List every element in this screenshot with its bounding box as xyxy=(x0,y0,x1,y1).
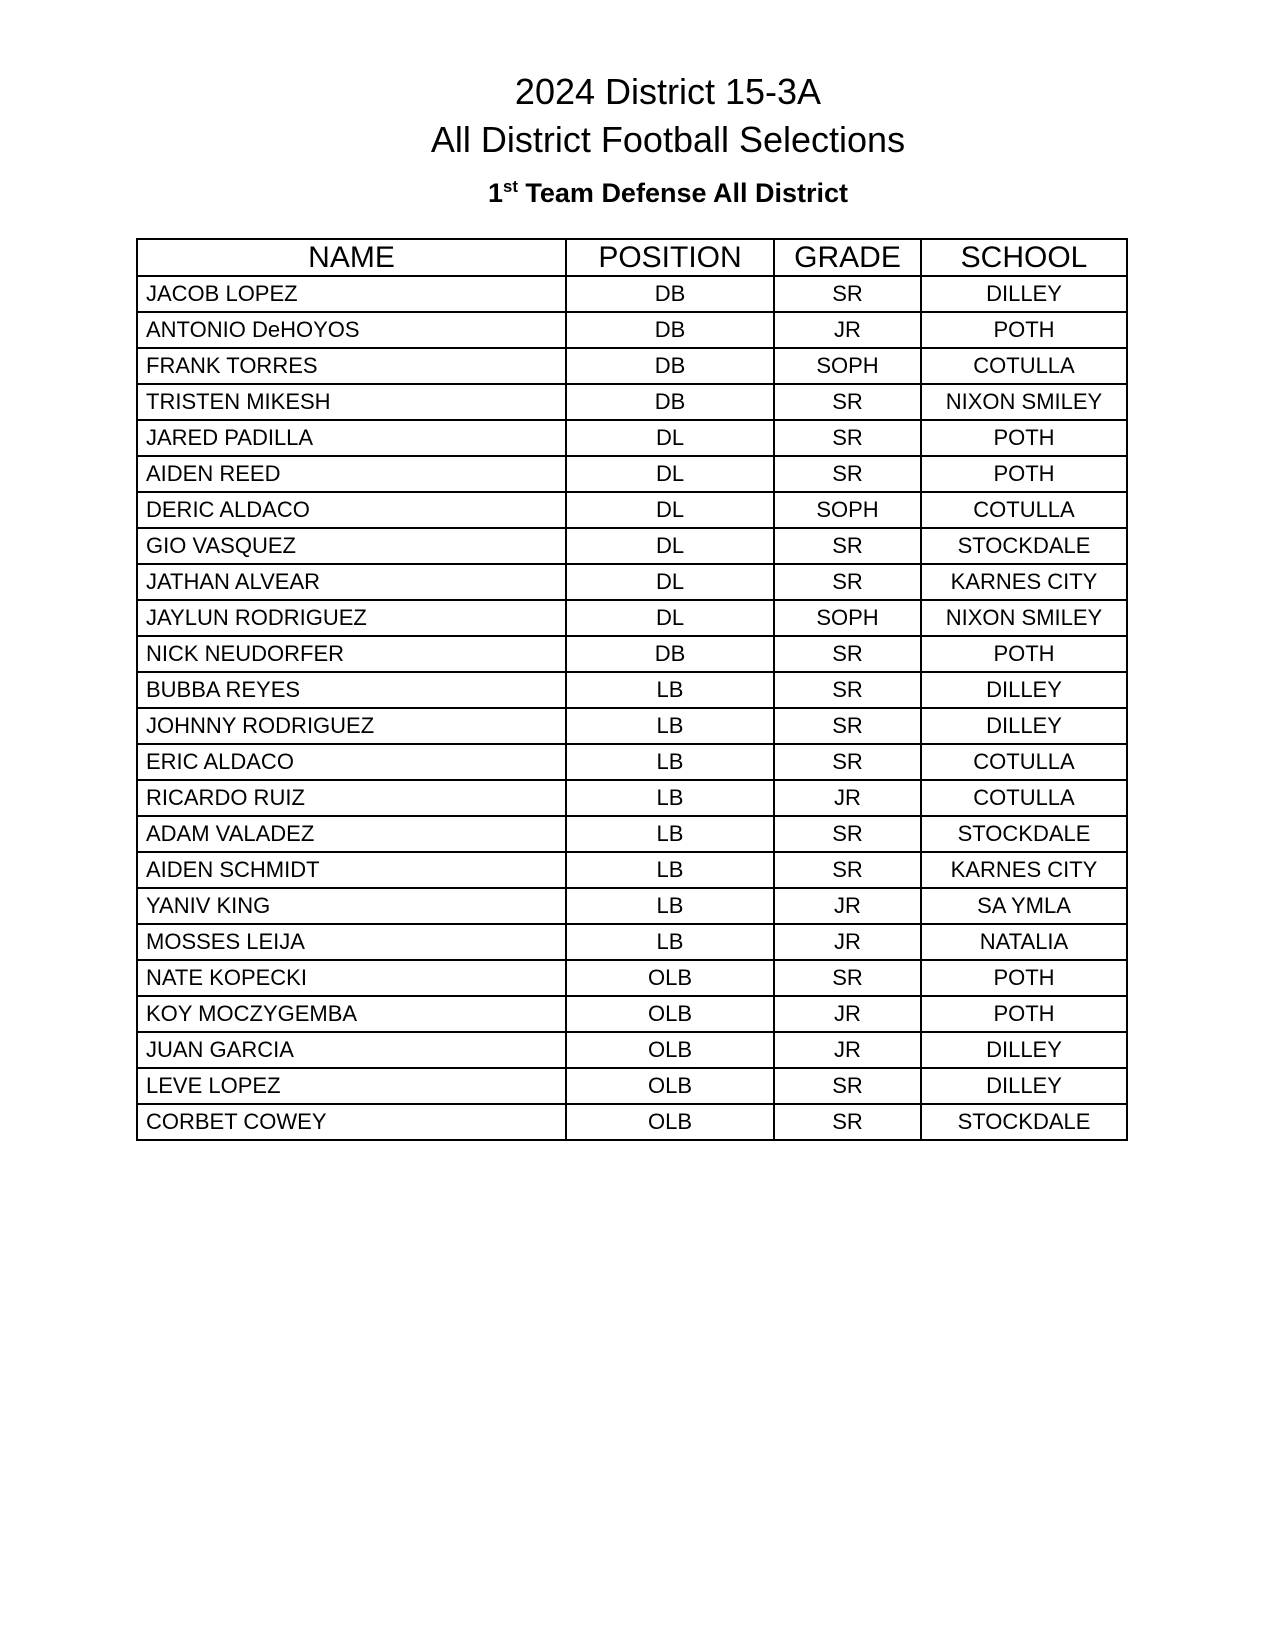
cell-school: DILLEY xyxy=(921,672,1127,708)
table-body xyxy=(137,276,1127,1140)
cell-name: JATHAN ALVEAR xyxy=(137,564,566,600)
cell-name: RICARDO RUIZ xyxy=(137,780,566,816)
cell-position: OLB xyxy=(566,1068,774,1104)
cell-name: JUAN GARCIA xyxy=(137,1032,566,1068)
table-row xyxy=(137,312,1127,348)
cell-position: DB xyxy=(566,384,774,420)
selections-table xyxy=(136,238,1128,1141)
doc-subtitle xyxy=(136,176,1200,210)
table-row xyxy=(137,636,1127,672)
cell-school: DILLEY xyxy=(921,1068,1127,1104)
cell-name: BUBBA REYES xyxy=(137,672,566,708)
cell-name: KOY MOCZYGEMBA xyxy=(137,996,566,1032)
table-row xyxy=(137,1104,1127,1140)
cell-school: POTH xyxy=(921,312,1127,348)
table-row xyxy=(137,816,1127,852)
cell-name: ADAM VALADEZ xyxy=(137,816,566,852)
doc-title-line1: 2024 District 15-3A xyxy=(514,71,822,112)
cell-school: COTULLA xyxy=(921,348,1127,384)
cell-grade: SR xyxy=(774,456,921,492)
column-header-school: SCHOOL xyxy=(921,239,1127,276)
cell-position: DL xyxy=(566,420,774,456)
cell-grade: SR xyxy=(774,816,921,852)
table-row xyxy=(137,528,1127,564)
table-row xyxy=(137,348,1127,384)
doc-subtitle-ordinal: st xyxy=(503,177,518,196)
table-row xyxy=(137,1068,1127,1104)
cell-position: OLB xyxy=(566,996,774,1032)
table-row xyxy=(137,600,1127,636)
cell-name: NICK NEUDORFER xyxy=(137,636,566,672)
cell-name: CORBET COWEY xyxy=(137,1104,566,1140)
cell-school: POTH xyxy=(921,456,1127,492)
table-row xyxy=(137,852,1127,888)
cell-position: LB xyxy=(566,924,774,960)
column-header-grade: GRADE xyxy=(774,239,921,276)
cell-grade: SOPH xyxy=(774,492,921,528)
cell-school: NATALIA xyxy=(921,924,1127,960)
cell-grade: SR xyxy=(774,636,921,672)
cell-name: AIDEN REED xyxy=(137,456,566,492)
cell-grade: SR xyxy=(774,564,921,600)
cell-position: LB xyxy=(566,672,774,708)
cell-name: FRANK TORRES xyxy=(137,348,566,384)
cell-position: LB xyxy=(566,816,774,852)
cell-school: NIXON SMILEY xyxy=(921,600,1127,636)
table-row xyxy=(137,672,1127,708)
doc-title-line2: All District Football Selections xyxy=(430,119,906,160)
cell-position: DL xyxy=(566,564,774,600)
cell-position: LB xyxy=(566,744,774,780)
cell-grade: SR xyxy=(774,528,921,564)
column-header-name: NAME xyxy=(137,239,566,276)
cell-grade: SR xyxy=(774,960,921,996)
cell-grade: JR xyxy=(774,996,921,1032)
cell-name: ANTONIO DeHOYOS xyxy=(137,312,566,348)
cell-name: YANIV KING xyxy=(137,888,566,924)
cell-school: KARNES CITY xyxy=(921,564,1127,600)
cell-school: STOCKDALE xyxy=(921,528,1127,564)
cell-name: LEVE LOPEZ xyxy=(137,1068,566,1104)
cell-school: COTULLA xyxy=(921,492,1127,528)
cell-position: OLB xyxy=(566,960,774,996)
cell-grade: SOPH xyxy=(774,348,921,384)
document-header xyxy=(136,68,1200,210)
table-row xyxy=(137,888,1127,924)
cell-grade: JR xyxy=(774,1032,921,1068)
cell-position: LB xyxy=(566,888,774,924)
table-row xyxy=(137,384,1127,420)
cell-grade: SOPH xyxy=(774,600,921,636)
cell-position: OLB xyxy=(566,1104,774,1140)
cell-school: COTULLA xyxy=(921,744,1127,780)
cell-name: NATE KOPECKI xyxy=(137,960,566,996)
table-row xyxy=(137,456,1127,492)
column-header-position: POSITION xyxy=(566,239,774,276)
cell-grade: SR xyxy=(774,384,921,420)
cell-grade: SR xyxy=(774,420,921,456)
cell-school: STOCKDALE xyxy=(921,1104,1127,1140)
cell-name: GIO VASQUEZ xyxy=(137,528,566,564)
table-row xyxy=(137,780,1127,816)
table-row xyxy=(137,420,1127,456)
cell-school: POTH xyxy=(921,420,1127,456)
cell-school: COTULLA xyxy=(921,780,1127,816)
cell-grade: JR xyxy=(774,924,921,960)
cell-name: DERIC ALDACO xyxy=(137,492,566,528)
cell-name: JAYLUN RODRIGUEZ xyxy=(137,600,566,636)
cell-position: DB xyxy=(566,636,774,672)
cell-school: NIXON SMILEY xyxy=(921,384,1127,420)
cell-name: JOHNNY RODRIGUEZ xyxy=(137,708,566,744)
table-row xyxy=(137,996,1127,1032)
cell-name: AIDEN SCHMIDT xyxy=(137,852,566,888)
cell-grade: JR xyxy=(774,312,921,348)
cell-grade: SR xyxy=(774,744,921,780)
cell-position: LB xyxy=(566,708,774,744)
table-row xyxy=(137,492,1127,528)
table-row xyxy=(137,276,1127,312)
cell-position: LB xyxy=(566,852,774,888)
cell-grade: SR xyxy=(774,852,921,888)
doc-subtitle-rest: Team Defense All District xyxy=(517,178,849,208)
table-row xyxy=(137,744,1127,780)
doc-subtitle-number: 1 xyxy=(487,178,504,208)
cell-grade: SR xyxy=(774,672,921,708)
cell-position: DL xyxy=(566,456,774,492)
cell-school: STOCKDALE xyxy=(921,816,1127,852)
cell-position: OLB xyxy=(566,1032,774,1068)
cell-school: POTH xyxy=(921,960,1127,996)
cell-name: JACOB LOPEZ xyxy=(137,276,566,312)
cell-name: JARED PADILLA xyxy=(137,420,566,456)
cell-position: DL xyxy=(566,492,774,528)
cell-grade: SR xyxy=(774,708,921,744)
cell-grade: JR xyxy=(774,780,921,816)
table-header-row xyxy=(137,239,1127,276)
cell-position: DL xyxy=(566,528,774,564)
cell-school: KARNES CITY xyxy=(921,852,1127,888)
table-row xyxy=(137,1032,1127,1068)
cell-school: DILLEY xyxy=(921,708,1127,744)
cell-name: MOSSES LEIJA xyxy=(137,924,566,960)
cell-position: LB xyxy=(566,780,774,816)
table-row xyxy=(137,960,1127,996)
cell-school: DILLEY xyxy=(921,1032,1127,1068)
cell-position: DB xyxy=(566,348,774,384)
table-row xyxy=(137,924,1127,960)
cell-position: DB xyxy=(566,276,774,312)
cell-grade: SR xyxy=(774,1104,921,1140)
cell-name: TRISTEN MIKESH xyxy=(137,384,566,420)
cell-name: ERIC ALDACO xyxy=(137,744,566,780)
cell-grade: JR xyxy=(774,888,921,924)
cell-position: DL xyxy=(566,600,774,636)
cell-school: DILLEY xyxy=(921,276,1127,312)
cell-school: POTH xyxy=(921,636,1127,672)
cell-position: DB xyxy=(566,312,774,348)
table-row xyxy=(137,564,1127,600)
cell-school: SA YMLA xyxy=(921,888,1127,924)
cell-school: POTH xyxy=(921,996,1127,1032)
table-row xyxy=(137,708,1127,744)
cell-grade: SR xyxy=(774,1068,921,1104)
cell-grade: SR xyxy=(774,276,921,312)
